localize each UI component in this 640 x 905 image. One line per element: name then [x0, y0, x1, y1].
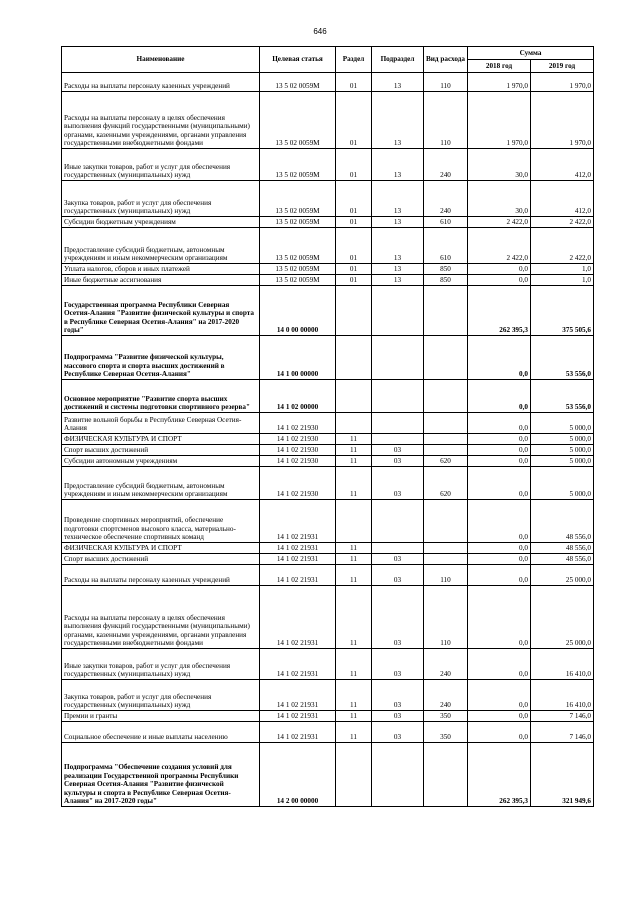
row-target: 13 5 02 0059M: [260, 275, 336, 286]
table-row: [62, 543, 594, 554]
row-subsection: 13: [372, 264, 424, 275]
page-number: 646: [313, 27, 327, 36]
row-name: Спорт высших достижений: [62, 445, 260, 456]
row-exp-type: 620: [424, 456, 468, 467]
row-name: Предоставление субсидий бюджетным, автономным учреждениям и иным некоммерческим организациям: [62, 467, 260, 500]
row-name: Расходы на выплаты персоналу в целях обеспечения выполнения функций государственными (муниципальными) органами, казенными учреждениями, органами управления государственными внебюджетными фондами: [62, 92, 260, 149]
row-section: 11: [336, 722, 372, 743]
row-sum-2018: 0,0: [468, 586, 531, 649]
row-section: 11: [336, 711, 372, 722]
row-name: Развитие вольной борьбы в Республике Северная Осетия-Алания: [62, 413, 260, 434]
table-row: [62, 743, 594, 807]
row-name: Субсидии автономным учреждениям: [62, 456, 260, 467]
row-sum-2018: 0,0: [468, 467, 531, 500]
row-sum-2019: 16 410,0: [531, 649, 594, 680]
row-name: Иные закупки товаров, работ и услуг для обеспечения государственных (муниципальных) нужд: [62, 649, 260, 680]
row-sum-2018: 2 422,0: [468, 217, 531, 228]
row-subsection: 13: [372, 149, 424, 181]
row-exp-type: [424, 380, 468, 413]
header-subsection: Подраздел: [372, 47, 424, 73]
row-target: 13 5 02 0059M: [260, 73, 336, 92]
row-name: Подпрограмма "Обеспечение создания условий для реализации Государственной программы Республики Северная Осетия-Алания "Развитие физической культуры и спорта в Республике Северная Осетия-Алания" на 2017-2020 годы": [62, 743, 260, 807]
row-subsection: [372, 286, 424, 336]
row-sum-2019: 7 146,0: [531, 711, 594, 722]
row-sum-2018: 30,0: [468, 149, 531, 181]
row-section: [336, 743, 372, 807]
row-name: Основное мероприятие "Развитие спорта высших достижений и системы подготовки спортивного резерва": [62, 380, 260, 413]
row-name: Расходы на выплаты персоналу казенных учреждений: [62, 565, 260, 586]
row-sum-2018: 30,0: [468, 181, 531, 217]
row-target: 14 1 02 21931: [260, 565, 336, 586]
row-exp-type: [424, 286, 468, 336]
row-subsection: 03: [372, 586, 424, 649]
row-target: 14 1 02 21931: [260, 649, 336, 680]
row-exp-type: 620: [424, 467, 468, 500]
header-sum: Сумма: [468, 47, 594, 60]
row-name: Социальное обеспечение и иные выплаты населению: [62, 722, 260, 743]
row-name: Расходы на выплаты персоналу казенных учреждений: [62, 73, 260, 92]
row-subsection: 13: [372, 181, 424, 217]
row-exp-type: 850: [424, 275, 468, 286]
row-section: 11: [336, 680, 372, 711]
table-row: [62, 467, 594, 500]
row-sum-2019: 321 949,6: [531, 743, 594, 807]
row-target: 13 5 02 0059M: [260, 149, 336, 181]
row-target: 14 1 02 21931: [260, 586, 336, 649]
row-name: Премии и гранты: [62, 711, 260, 722]
row-section: 01: [336, 217, 372, 228]
header-target: Целевая статья: [260, 47, 336, 73]
row-target: 14 1 02 21930: [260, 434, 336, 445]
row-target: 13 5 02 0059M: [260, 217, 336, 228]
budget-table: [61, 46, 594, 807]
row-subsection: [372, 743, 424, 807]
row-sum-2019: 7 146,0: [531, 722, 594, 743]
table-row: [62, 680, 594, 711]
row-target: 13 5 02 0059M: [260, 228, 336, 264]
header-section: Раздел: [336, 47, 372, 73]
table-row: [62, 500, 594, 543]
row-sum-2019: 375 505,6: [531, 286, 594, 336]
header-2018: 2018 год: [468, 60, 531, 73]
row-sum-2019: 1 970,0: [531, 73, 594, 92]
row-sum-2018: 0,0: [468, 445, 531, 456]
row-sum-2018: 0,0: [468, 711, 531, 722]
row-sum-2019: 5 000,0: [531, 456, 594, 467]
row-exp-type: [424, 445, 468, 456]
header-2019: 2019 год: [531, 60, 594, 73]
table-row: [62, 565, 594, 586]
table-row: [62, 264, 594, 275]
row-sum-2018: 0,0: [468, 264, 531, 275]
table-row: [62, 413, 594, 434]
row-subsection: 13: [372, 228, 424, 264]
row-exp-type: [424, 743, 468, 807]
row-sum-2018: 0,0: [468, 413, 531, 434]
table-row: [62, 380, 594, 413]
row-subsection: 03: [372, 722, 424, 743]
table-row: [62, 336, 594, 380]
row-sum-2018: 0,0: [468, 275, 531, 286]
row-section: 11: [336, 434, 372, 445]
row-section: 11: [336, 467, 372, 500]
row-sum-2019: 412,0: [531, 149, 594, 181]
row-exp-type: 240: [424, 680, 468, 711]
table-row: [62, 586, 594, 649]
row-target: 13 5 02 0059M: [260, 264, 336, 275]
row-target: 14 1 00 00000: [260, 336, 336, 380]
row-sum-2019: 1 970,0: [531, 92, 594, 149]
row-section: 11: [336, 586, 372, 649]
row-subsection: 03: [372, 649, 424, 680]
row-exp-type: [424, 413, 468, 434]
row-exp-type: 350: [424, 711, 468, 722]
row-section: 01: [336, 73, 372, 92]
row-section: 01: [336, 92, 372, 149]
row-sum-2019: 53 556,0: [531, 380, 594, 413]
row-subsection: 03: [372, 680, 424, 711]
row-name: Уплата налогов, сборов и иных платежей: [62, 264, 260, 275]
table-body: [62, 73, 594, 807]
row-exp-type: 350: [424, 722, 468, 743]
row-sum-2018: 0,0: [468, 456, 531, 467]
table-row: [62, 711, 594, 722]
table-row: [62, 275, 594, 286]
row-sum-2019: 1,0: [531, 275, 594, 286]
row-sum-2018: 0,0: [468, 434, 531, 445]
row-name: Иные закупки товаров, работ и услуг для обеспечения государственных (муниципальных) нужд: [62, 149, 260, 181]
row-sum-2019: 5 000,0: [531, 467, 594, 500]
row-exp-type: 110: [424, 586, 468, 649]
row-subsection: 03: [372, 467, 424, 500]
table-row: [62, 217, 594, 228]
row-sum-2018: 0,0: [468, 380, 531, 413]
row-target: 14 1 02 21931: [260, 500, 336, 543]
row-sum-2018: 0,0: [468, 336, 531, 380]
row-target: 14 1 02 21931: [260, 543, 336, 554]
row-sum-2018: 1 970,0: [468, 92, 531, 149]
table-row: [62, 554, 594, 565]
row-section: [336, 336, 372, 380]
row-subsection: 13: [372, 275, 424, 286]
row-target: 14 0 00 00000: [260, 286, 336, 336]
table-row: [62, 286, 594, 336]
row-name: Иные бюджетные ассигнования: [62, 275, 260, 286]
row-sum-2019: 1,0: [531, 264, 594, 275]
row-section: 01: [336, 149, 372, 181]
table-row: [62, 445, 594, 456]
row-sum-2019: 48 556,0: [531, 500, 594, 543]
row-section: 01: [336, 264, 372, 275]
table-row: [62, 228, 594, 264]
row-subsection: [372, 434, 424, 445]
row-target: 14 1 02 21931: [260, 722, 336, 743]
row-section: [336, 286, 372, 336]
table-row: [62, 149, 594, 181]
row-subsection: 03: [372, 554, 424, 565]
row-subsection: [372, 336, 424, 380]
row-subsection: [372, 500, 424, 543]
row-exp-type: [424, 434, 468, 445]
row-sum-2019: 25 000,0: [531, 586, 594, 649]
row-target: 14 1 02 00000: [260, 380, 336, 413]
row-sum-2019: 16 410,0: [531, 680, 594, 711]
row-subsection: 03: [372, 711, 424, 722]
row-name: Предоставление субсидий бюджетным, автономным учреждениям и иным некоммерческим организациям: [62, 228, 260, 264]
table-row: [62, 722, 594, 743]
row-section: 11: [336, 565, 372, 586]
table-row: [62, 649, 594, 680]
row-exp-type: [424, 543, 468, 554]
row-exp-type: [424, 554, 468, 565]
row-target: 14 1 02 21930: [260, 413, 336, 434]
row-name: Подпрограмма "Развитие физической культуры, массового спорта и спорта высших достижений в Республике Северная Осетия-Алания": [62, 336, 260, 380]
row-sum-2019: 25 000,0: [531, 565, 594, 586]
row-exp-type: 850: [424, 264, 468, 275]
row-exp-type: 240: [424, 181, 468, 217]
row-sum-2018: 0,0: [468, 543, 531, 554]
row-exp-type: 110: [424, 92, 468, 149]
row-sum-2018: 1 970,0: [468, 73, 531, 92]
row-target: 14 1 02 21931: [260, 554, 336, 565]
row-sum-2018: 0,0: [468, 565, 531, 586]
row-exp-type: 110: [424, 565, 468, 586]
row-sum-2018: 0,0: [468, 722, 531, 743]
row-name: ФИЗИЧЕСКАЯ КУЛЬТУРА И СПОРТ: [62, 543, 260, 554]
row-section: 11: [336, 543, 372, 554]
row-target: 14 1 02 21931: [260, 680, 336, 711]
row-sum-2018: 0,0: [468, 649, 531, 680]
row-subsection: [372, 413, 424, 434]
row-subsection: 13: [372, 217, 424, 228]
row-target: 14 1 02 21930: [260, 467, 336, 500]
row-target: 14 1 02 21930: [260, 456, 336, 467]
row-sum-2019: 5 000,0: [531, 413, 594, 434]
header-name: Наименование: [62, 47, 260, 73]
table-row: [62, 456, 594, 467]
row-sum-2018: 262 395,3: [468, 743, 531, 807]
table-row: [62, 181, 594, 217]
row-sum-2018: 0,0: [468, 500, 531, 543]
header-exp-type: Вид расхода: [424, 47, 468, 73]
row-section: 11: [336, 456, 372, 467]
table-row: [62, 434, 594, 445]
row-name: Проведение спортивных мероприятий, обеспечение подготовки спортсменов высокого класса, материально-техническое обеспечение спортивных команд: [62, 500, 260, 543]
table-row: [62, 92, 594, 149]
row-name: Закупка товаров, работ и услуг для обеспечения государственных (муниципальных) нужд: [62, 181, 260, 217]
row-target: 14 2 00 00000: [260, 743, 336, 807]
row-section: 11: [336, 649, 372, 680]
row-name: Расходы на выплаты персоналу в целях обеспечения выполнения функций государственными (муниципальными) органами, казенными учреждениями, органами управления государственными внебюджетными фондами: [62, 586, 260, 649]
row-sum-2018: 0,0: [468, 554, 531, 565]
row-section: [336, 500, 372, 543]
row-section: [336, 413, 372, 434]
row-name: Спорт высших достижений: [62, 554, 260, 565]
row-exp-type: 610: [424, 228, 468, 264]
row-subsection: 03: [372, 565, 424, 586]
row-sum-2018: 2 422,0: [468, 228, 531, 264]
row-sum-2019: 53 556,0: [531, 336, 594, 380]
row-sum-2019: 412,0: [531, 181, 594, 217]
row-exp-type: [424, 500, 468, 543]
row-name: ФИЗИЧЕСКАЯ КУЛЬТУРА И СПОРТ: [62, 434, 260, 445]
row-exp-type: 240: [424, 149, 468, 181]
row-sum-2019: 48 556,0: [531, 543, 594, 554]
row-subsection: 03: [372, 456, 424, 467]
row-target: 14 1 02 21931: [260, 711, 336, 722]
row-section: 01: [336, 275, 372, 286]
row-subsection: [372, 543, 424, 554]
table-header: [62, 47, 594, 73]
row-exp-type: [424, 336, 468, 380]
row-name: Государственная программа Республики Северная Осетия-Алания "Развитие физической культуры и спорта в Республике Северная Осетия-Алания" на 2017-2020 годы": [62, 286, 260, 336]
row-target: 13 5 02 0059M: [260, 181, 336, 217]
row-section: 01: [336, 181, 372, 217]
row-section: 01: [336, 228, 372, 264]
row-sum-2018: 262 395,3: [468, 286, 531, 336]
row-exp-type: 610: [424, 217, 468, 228]
row-target: 14 1 02 21930: [260, 445, 336, 456]
row-section: 11: [336, 554, 372, 565]
row-subsection: 03: [372, 445, 424, 456]
table-row: [62, 73, 594, 92]
row-subsection: 13: [372, 92, 424, 149]
row-target: 13 5 02 0059M: [260, 92, 336, 149]
row-section: 11: [336, 445, 372, 456]
row-section: [336, 380, 372, 413]
row-sum-2019: 5 000,0: [531, 445, 594, 456]
row-sum-2019: 48 556,0: [531, 554, 594, 565]
row-exp-type: 110: [424, 73, 468, 92]
row-sum-2019: 5 000,0: [531, 434, 594, 445]
row-sum-2019: 2 422,0: [531, 217, 594, 228]
row-name: Закупка товаров, работ и услуг для обеспечения государственных (муниципальных) нужд: [62, 680, 260, 711]
row-name: Субсидии бюджетным учреждениям: [62, 217, 260, 228]
row-sum-2018: 0,0: [468, 680, 531, 711]
row-subsection: 13: [372, 73, 424, 92]
row-exp-type: 240: [424, 649, 468, 680]
row-sum-2019: 2 422,0: [531, 228, 594, 264]
row-subsection: [372, 380, 424, 413]
